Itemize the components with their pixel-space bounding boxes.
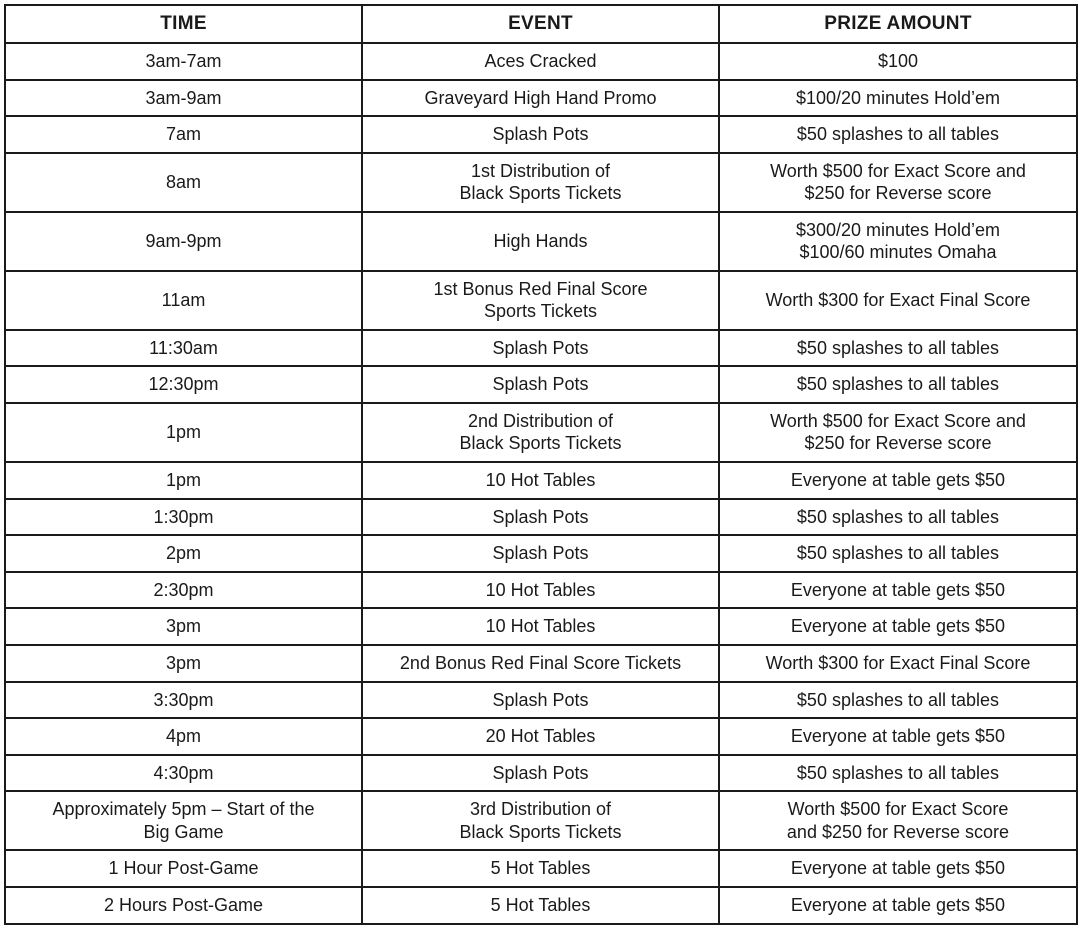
- time-cell-text: 1 Hour Post-Game: [108, 858, 259, 879]
- event-cell-text: Splash Pots: [492, 543, 589, 564]
- prize-cell: [719, 645, 1077, 682]
- time-cell: [5, 887, 362, 924]
- event-cell-text: 3rd Distribution of: [469, 799, 612, 820]
- prize-cell-text: $50 splashes to all tables: [796, 689, 1000, 710]
- time-cell-text: 1pm: [165, 422, 201, 443]
- table-row: [5, 212, 1077, 271]
- prize-cell-text: $50 splashes to all tables: [796, 337, 1000, 358]
- table-row: [5, 755, 1077, 792]
- event-cell: [362, 271, 719, 330]
- prize-cell: [719, 462, 1077, 499]
- event-cell: [362, 80, 719, 117]
- event-cell-text: 1st Distribution of: [470, 160, 611, 181]
- event-cell-text: Splash Pots: [492, 374, 589, 395]
- table-row: [5, 887, 1077, 924]
- table-row: [5, 153, 1077, 212]
- prize-cell: [719, 718, 1077, 755]
- event-cell-text: Sports Tickets: [483, 301, 598, 322]
- prize-cell: [719, 271, 1077, 330]
- header-time: TIME: [5, 5, 362, 43]
- table-row: [5, 330, 1077, 367]
- time-cell-text: 8am: [165, 172, 201, 193]
- table-body: [5, 43, 1077, 924]
- event-cell-text: Splash Pots: [492, 337, 589, 358]
- time-cell: [5, 608, 362, 645]
- prize-cell: [719, 212, 1077, 271]
- prize-cell-text: Worth $500 for Exact Score and: [770, 410, 1026, 431]
- event-cell-text: 10 Hot Tables: [485, 579, 596, 600]
- time-cell: [5, 366, 362, 403]
- time-cell: [5, 535, 362, 572]
- table-row: [5, 850, 1077, 887]
- table-row: [5, 403, 1077, 462]
- prize-schedule-table: [4, 4, 1078, 925]
- event-cell: [362, 366, 719, 403]
- event-cell: [362, 791, 719, 850]
- prize-cell-text: Everyone at table gets $50: [790, 470, 1006, 491]
- time-cell-text: 1:30pm: [153, 506, 214, 527]
- time-cell: [5, 791, 362, 850]
- prize-cell: [719, 755, 1077, 792]
- prize-cell: [719, 535, 1077, 572]
- time-cell: [5, 682, 362, 719]
- event-cell-text: Black Sports Tickets: [459, 433, 622, 454]
- table-row: [5, 572, 1077, 609]
- prize-cell-text: Worth $300 for Exact Final Score: [765, 652, 1031, 673]
- table-row: [5, 80, 1077, 117]
- event-cell: [362, 535, 719, 572]
- prize-cell-text: and $250 for Reverse score: [786, 821, 1010, 842]
- table-row: [5, 116, 1077, 153]
- event-cell: [362, 850, 719, 887]
- prize-cell-text: Worth $300 for Exact Final Score: [765, 290, 1031, 311]
- prize-cell: [719, 572, 1077, 609]
- event-cell-text: Black Sports Tickets: [459, 821, 622, 842]
- event-cell: [362, 499, 719, 536]
- time-cell: [5, 403, 362, 462]
- prize-cell-text: $50 splashes to all tables: [796, 374, 1000, 395]
- prize-cell-text: $50 splashes to all tables: [796, 543, 1000, 564]
- time-cell-text: 2 Hours Post-Game: [103, 894, 264, 915]
- time-cell-text: 3pm: [165, 652, 201, 673]
- table-row: [5, 43, 1077, 80]
- prize-cell: [719, 80, 1077, 117]
- time-cell: [5, 718, 362, 755]
- prize-cell: [719, 403, 1077, 462]
- prize-cell: [719, 791, 1077, 850]
- event-cell-text: 10 Hot Tables: [485, 616, 596, 637]
- event-cell-text: 2nd Distribution of: [467, 410, 614, 431]
- event-cell-text: Graveyard High Hand Promo: [424, 87, 657, 108]
- event-cell-text: Splash Pots: [492, 124, 589, 145]
- time-cell: [5, 43, 362, 80]
- event-cell-text: 1st Bonus Red Final Score: [433, 278, 648, 299]
- prize-cell-text: Everyone at table gets $50: [790, 894, 1006, 915]
- table-row: [5, 608, 1077, 645]
- event-cell: [362, 212, 719, 271]
- event-cell-text: Splash Pots: [492, 689, 589, 710]
- time-cell: [5, 499, 362, 536]
- time-cell-text: 2:30pm: [153, 579, 214, 600]
- header-event: EVENT: [362, 5, 719, 43]
- prize-cell-text: Worth $500 for Exact Score and: [770, 160, 1026, 181]
- time-cell-text: Big Game: [143, 821, 224, 842]
- header-row: [5, 5, 1077, 43]
- event-cell-text: 5 Hot Tables: [490, 858, 591, 879]
- header-prize-amount: PRIZE AMOUNT: [719, 5, 1077, 43]
- prize-cell-text: Everyone at table gets $50: [790, 726, 1006, 747]
- prize-cell-text: $100/60 minutes Omaha: [799, 242, 997, 263]
- event-cell: [362, 403, 719, 462]
- time-cell-text: 4pm: [165, 726, 201, 747]
- time-cell-text: 3am-7am: [145, 51, 222, 72]
- prize-cell-text: $250 for Reverse score: [804, 183, 992, 204]
- event-cell-text: Black Sports Tickets: [459, 183, 622, 204]
- time-cell: [5, 153, 362, 212]
- time-cell: [5, 462, 362, 499]
- time-cell-text: 9am-9pm: [145, 231, 222, 252]
- table-row: [5, 718, 1077, 755]
- prize-cell-text: $300/20 minutes Hold’em: [795, 219, 1001, 240]
- table-row: [5, 271, 1077, 330]
- prize-cell: [719, 887, 1077, 924]
- event-cell: [362, 645, 719, 682]
- event-cell: [362, 718, 719, 755]
- event-cell-text: Splash Pots: [492, 506, 589, 527]
- time-cell: [5, 212, 362, 271]
- event-cell: [362, 682, 719, 719]
- prize-cell-text: Worth $500 for Exact Score: [787, 799, 1009, 820]
- table-row: [5, 499, 1077, 536]
- time-cell: [5, 116, 362, 153]
- event-cell: [362, 572, 719, 609]
- time-cell-text: 4:30pm: [153, 762, 214, 783]
- event-cell: [362, 462, 719, 499]
- prize-cell-text: $100/20 minutes Hold’em: [795, 87, 1001, 108]
- event-cell-text: 2nd Bonus Red Final Score Tickets: [399, 652, 682, 673]
- event-cell-text: 5 Hot Tables: [490, 894, 591, 915]
- time-cell: [5, 850, 362, 887]
- prize-cell: [719, 153, 1077, 212]
- event-cell: [362, 887, 719, 924]
- table-row: [5, 682, 1077, 719]
- event-cell-text: Splash Pots: [492, 762, 589, 783]
- prize-cell: [719, 43, 1077, 80]
- event-cell: [362, 116, 719, 153]
- prize-cell-text: $100: [877, 51, 919, 72]
- prize-cell-text: Everyone at table gets $50: [790, 616, 1006, 637]
- event-cell: [362, 330, 719, 367]
- prize-cell-text: Everyone at table gets $50: [790, 579, 1006, 600]
- table-row: [5, 462, 1077, 499]
- prize-cell-text: $50 splashes to all tables: [796, 124, 1000, 145]
- event-cell: [362, 755, 719, 792]
- table-header: [5, 5, 1077, 43]
- prize-cell-text: $50 splashes to all tables: [796, 506, 1000, 527]
- prize-cell: [719, 330, 1077, 367]
- event-cell: [362, 153, 719, 212]
- time-cell-text: 3pm: [165, 616, 201, 637]
- time-cell: [5, 572, 362, 609]
- prize-cell-text: $50 splashes to all tables: [796, 762, 1000, 783]
- time-cell-text: 11:30am: [149, 337, 218, 358]
- table-row: [5, 645, 1077, 682]
- prize-cell-text: $250 for Reverse score: [804, 433, 992, 454]
- time-cell: [5, 330, 362, 367]
- time-cell-text: 11am: [161, 290, 206, 311]
- event-cell: [362, 43, 719, 80]
- event-cell-text: Aces Cracked: [484, 51, 597, 72]
- table-row: [5, 535, 1077, 572]
- table-row: [5, 366, 1077, 403]
- time-cell-text: 3:30pm: [153, 689, 214, 710]
- time-cell-text: 12:30pm: [148, 374, 219, 395]
- prize-cell: [719, 366, 1077, 403]
- prize-cell: [719, 850, 1077, 887]
- time-cell: [5, 755, 362, 792]
- time-cell-text: 1pm: [165, 470, 201, 491]
- time-cell: [5, 271, 362, 330]
- event-cell-text: High Hands: [493, 231, 588, 252]
- time-cell-text: Approximately 5pm – Start of the: [52, 799, 315, 820]
- table-row: [5, 791, 1077, 850]
- time-cell-text: 2pm: [165, 543, 201, 564]
- event-cell: [362, 608, 719, 645]
- prize-cell-text: Everyone at table gets $50: [790, 858, 1006, 879]
- event-cell-text: 10 Hot Tables: [485, 470, 596, 491]
- prize-cell: [719, 116, 1077, 153]
- time-cell: [5, 80, 362, 117]
- prize-cell: [719, 499, 1077, 536]
- time-cell: [5, 645, 362, 682]
- prize-cell: [719, 682, 1077, 719]
- event-cell-text: 20 Hot Tables: [485, 726, 596, 747]
- time-cell-text: 7am: [165, 124, 201, 145]
- time-cell-text: 3am-9am: [145, 87, 222, 108]
- prize-cell: [719, 608, 1077, 645]
